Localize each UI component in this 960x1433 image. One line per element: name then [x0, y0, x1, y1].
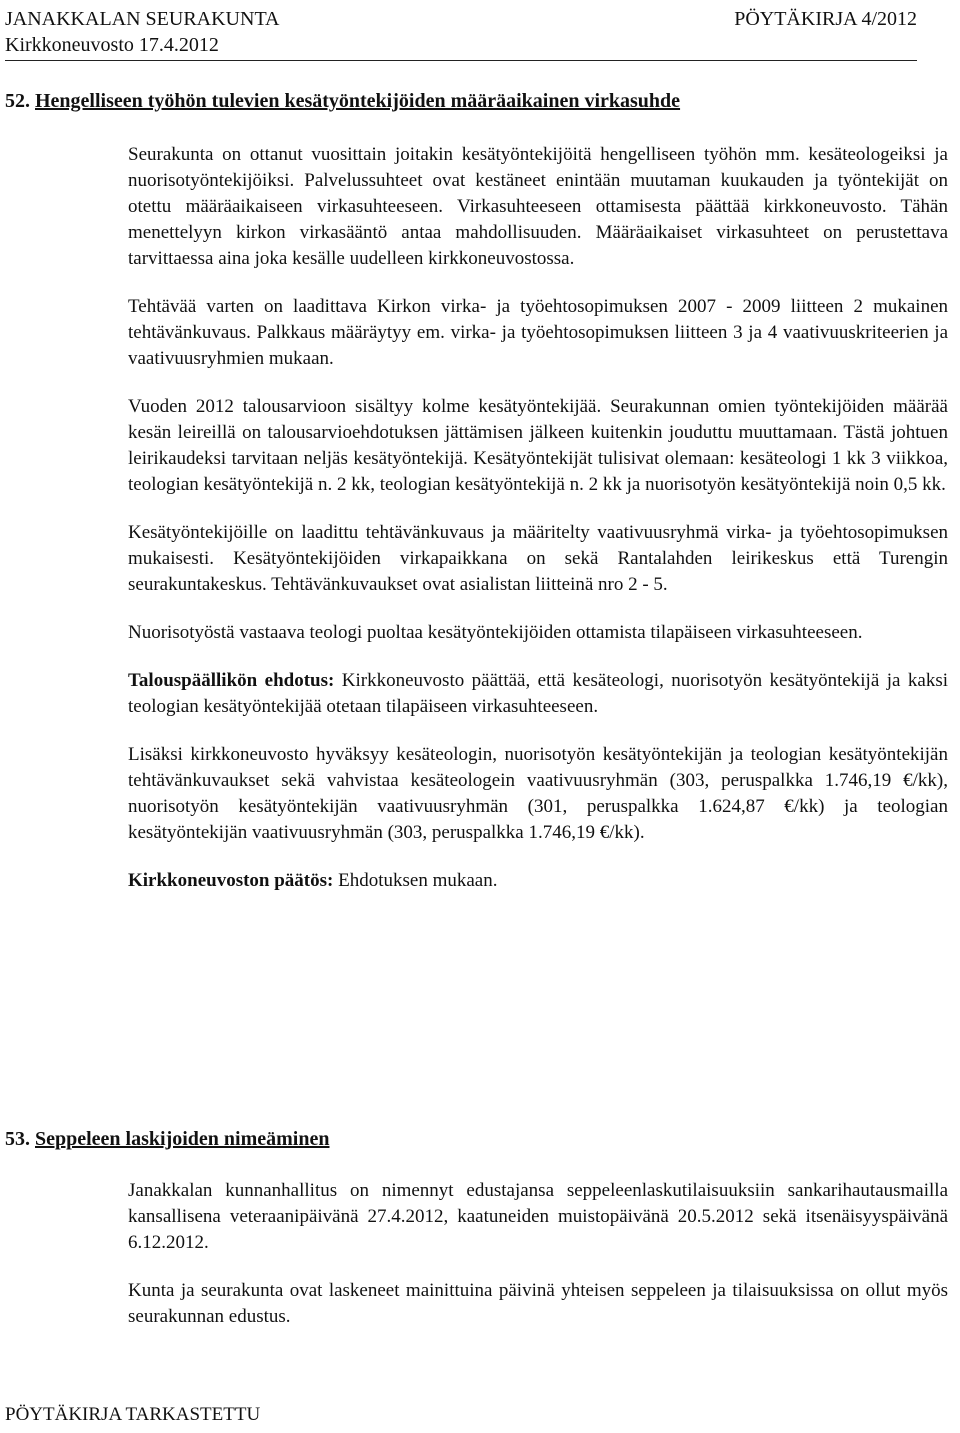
- header-row: [5, 6, 917, 32]
- paragraph: Vuoden 2012 talousarvioon sisältyy kolme kesätyöntekijää. Seurakunnan omien työntekijöiden määrää kesän leireillä on talousarvioehdotuksen jättämisen jälkeen kuitenkin jouduttu muuttamaan. Tästä johtuen leirikaudeksi tarvitaan neljäs kesätyöntekijä. Kesätyöntekijät tulisivat olemaan: kesäteologi 1 kk 3 viikkoa, teologian kesätyöntekijä n. 2 kk, teologian kesätyöntekijä n. 2 kk ja nuorisotyön kesätyöntekijä noin 0,5 kk.: [128, 396, 948, 495]
- paragraph: Kunta ja seurakunta ovat laskeneet mainittuina päivinä yhteisen seppeleen ja tilaisuuksissa on ollut myös seurakunnan edustus.: [128, 1280, 948, 1327]
- decision-text: Ehdotuksen mukaan.: [333, 870, 498, 891]
- proposal-label: Talouspäällikön ehdotus:: [128, 670, 335, 691]
- meeting-date: Kirkkoneuvosto 17.4.2012: [5, 34, 219, 56]
- paragraph: Janakkalan kunnanhallitus on nimennyt edustajansa seppeleenlaskutilaisuuksiin sankarihautausmailla kansallisena veteraanipäivänä 27.4.2012, kaatuneiden muistopäivänä 20.5.2012 sekä itsenäisyyspäivänä 6.12.2012.: [128, 1180, 948, 1253]
- section-number: 52.: [5, 90, 30, 112]
- section-52-body: [128, 142, 948, 916]
- document-number: PÖYTÄKIRJA 4/2012: [734, 8, 917, 30]
- section-53-title: [5, 1126, 329, 1152]
- paragraph: Kesätyöntekijöille on laadittu tehtävänkuvaus ja määritelty vaativuusryhmä virka- ja työehtosopimuksen mukaisesti. Kesätyöntekijöiden virkapaikkana on sekä Rantalahden leirikeskus että Turengin seurakuntakeskus. Tehtävänkuvaukset ovat asialistan liitteinä nro 2 - 5.: [128, 522, 948, 595]
- decision-label: Kirkkoneuvoston päätös:: [128, 870, 334, 891]
- paragraph: Seurakunta on ottanut vuosittain joitakin kesätyöntekijöitä hengelliseen työhön mm. kesäteologeiksi ja nuorisotyöntekijöiksi. Palvelussuhteet ovat kestäneet enintään muutaman kuukauden ja työntekijät on otettu määräaikaiseen virkasuhteeseen. Virkasuhteeseen ottamisesta päättää kirkkoneuvosto. Tähän menettelyyn kirkon virkasääntö antaa mahdollisuuden. Määräaikaiset virkasuhteet on perustettava tarvittaessa aina joka kesälle uudelleen kirkkoneuvostossa.: [128, 144, 948, 269]
- decision-paragraph: [128, 868, 948, 894]
- additional-paragraph: Lisäksi kirkkoneuvosto hyväksyy kesäteologin, nuorisotyön kesätyöntekijän ja teologian kesätyöntekijän tehtävänkuvaukset sekä vahvistaa kesäteologein vaativuusryhmän (303, peruspalkka 1.746,19 €/kk), nuorisotyön kesätyöntekijän vaativuusryhmän (301, peruspalkka 1.624,87 €/kk) ja teologian kesätyöntekijän vaativuusryhmän (303, peruspalkka 1.746,19 €/kk).: [128, 744, 948, 843]
- section-heading: Hengelliseen työhön tulevien kesätyöntekijöiden määräaikainen virkasuhde: [35, 90, 681, 112]
- proposal-text: Kirkkoneuvosto päättää, että kesäteologi, nuorisotyön kesätyöntekijä ja kaksi teologian kesätyöntekijää otetaan tilapäiseen virkasuhteeseen.: [128, 670, 948, 717]
- section-52-title: [5, 88, 680, 114]
- paragraph: Nuorisotyöstä vastaava teologi puoltaa kesätyöntekijöiden ottamista tilapäiseen virkasuhteeseen.: [128, 622, 863, 643]
- section-53-body: [128, 1178, 948, 1352]
- footer-approval-note: PÖYTÄKIRJA TARKASTETTU: [5, 1404, 261, 1425]
- paragraph: Tehtävää varten on laadittava Kirkon virka- ja työehtosopimuksen 2007 - 2009 liitteen 2 mukainen tehtävänkuvaus. Palkkaus määräytyy em. virka- ja työehtosopimuksen liitteen 3 ja 4 vaativuuskriteerien ja vaativuusryhmien mukaan.: [128, 296, 948, 369]
- proposal-paragraph: [128, 668, 948, 720]
- organization-name: JANAKKALAN SEURAKUNTA: [5, 8, 280, 30]
- document-header: [5, 6, 917, 61]
- section-number: 53.: [5, 1128, 30, 1150]
- section-heading: Seppeleen laskijoiden nimeäminen: [35, 1128, 330, 1150]
